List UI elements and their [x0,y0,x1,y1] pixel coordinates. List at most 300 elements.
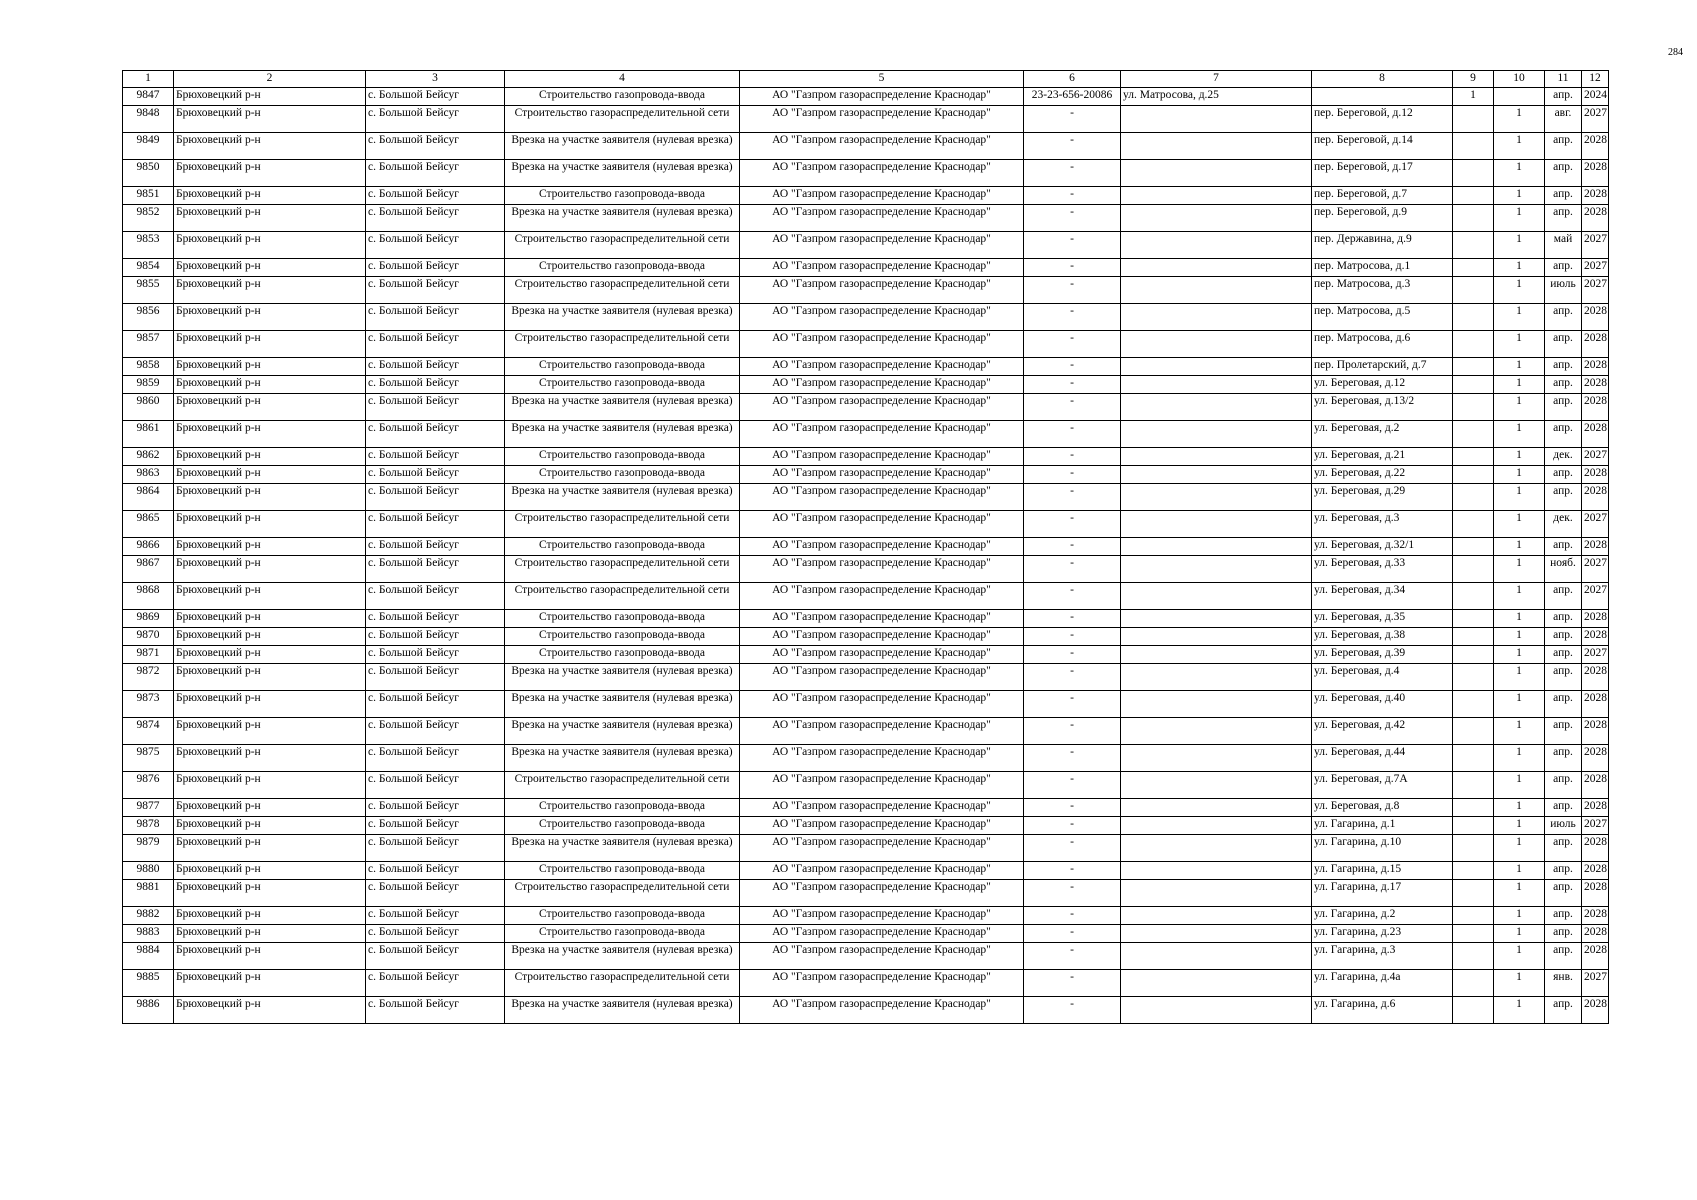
row-number-cell: 9877 [123,799,174,817]
district-cell: Брюховецкий р-н [174,997,366,1024]
count-b-cell: 1 [1494,331,1545,358]
applicant-address-cell: пер. Пролетарский, д.7 [1312,358,1453,376]
work-type-cell: Строительство газораспределительной сети [505,556,740,583]
district-cell: Брюховецкий р-н [174,772,366,799]
settlement-cell: с. Большой Бейсуг [366,448,505,466]
settlement-cell: с. Большой Бейсуг [366,205,505,232]
table-row [123,664,1609,691]
object-address-cell [1121,817,1312,835]
year-cell: 2028 [1582,376,1609,394]
settlement-cell: с. Большой Бейсуг [366,484,505,511]
month-cell: дек. [1545,448,1582,466]
count-b-cell: 1 [1494,106,1545,133]
organization-cell: АО "Газпром газораспределение Краснодар" [740,646,1024,664]
object-address-cell [1121,277,1312,304]
year-cell: 2028 [1582,907,1609,925]
applicant-address-cell: ул. Береговая, д.12 [1312,376,1453,394]
row-number-cell: 9874 [123,718,174,745]
table-row [123,862,1609,880]
row-number-cell: 9865 [123,511,174,538]
month-cell: апр. [1545,538,1582,556]
settlement-cell: с. Большой Бейсуг [366,511,505,538]
count-a-cell [1453,610,1494,628]
row-number-cell: 9859 [123,376,174,394]
month-cell: апр. [1545,484,1582,511]
settlement-cell: с. Большой Бейсуг [366,772,505,799]
work-type-cell: Врезка на участке заявителя (нулевая врезка) [505,205,740,232]
cadastral-number-cell: - [1024,484,1121,511]
month-cell: май [1545,232,1582,259]
settlement-cell: с. Большой Бейсуг [366,376,505,394]
district-cell: Брюховецкий р-н [174,943,366,970]
count-a-cell [1453,232,1494,259]
row-number-cell: 9852 [123,205,174,232]
cadastral-number-cell: - [1024,862,1121,880]
table-row [123,88,1609,106]
month-cell: апр. [1545,745,1582,772]
organization-cell: АО "Газпром газораспределение Краснодар" [740,772,1024,799]
count-a-cell [1453,511,1494,538]
row-number-cell: 9875 [123,745,174,772]
settlement-cell: с. Большой Бейсуг [366,538,505,556]
object-address-cell [1121,718,1312,745]
row-number-cell: 9882 [123,907,174,925]
settlement-cell: с. Большой Бейсуг [366,835,505,862]
object-address-cell [1121,187,1312,205]
work-type-cell: Строительство газораспределительной сети [505,880,740,907]
organization-cell: АО "Газпром газораспределение Краснодар" [740,664,1024,691]
district-cell: Брюховецкий р-н [174,862,366,880]
month-cell: апр. [1545,925,1582,943]
month-cell: июль [1545,817,1582,835]
work-type-cell: Врезка на участке заявителя (нулевая врезка) [505,691,740,718]
district-cell: Брюховецкий р-н [174,799,366,817]
applicant-address-cell: ул. Гагарина, д.2 [1312,907,1453,925]
count-a-cell [1453,880,1494,907]
cadastral-number-cell: - [1024,448,1121,466]
cadastral-number-cell: - [1024,160,1121,187]
object-address-cell [1121,376,1312,394]
organization-cell: АО "Газпром газораспределение Краснодар" [740,358,1024,376]
work-type-cell: Строительство газопровода-ввода [505,925,740,943]
organization-cell: АО "Газпром газораспределение Краснодар" [740,376,1024,394]
table-row [123,997,1609,1024]
applicant-address-cell: ул. Гагарина, д.4а [1312,970,1453,997]
object-address-cell [1121,997,1312,1024]
table-row [123,538,1609,556]
table-row [123,718,1609,745]
count-a-cell [1453,907,1494,925]
cadastral-number-cell: - [1024,943,1121,970]
work-type-cell: Строительство газопровода-ввода [505,259,740,277]
count-b-cell: 1 [1494,448,1545,466]
count-a-cell [1453,106,1494,133]
applicant-address-cell: ул. Гагарина, д.1 [1312,817,1453,835]
count-a-cell [1453,358,1494,376]
row-number-cell: 9878 [123,817,174,835]
count-b-cell: 1 [1494,232,1545,259]
year-cell: 2027 [1582,583,1609,610]
count-a-cell [1453,583,1494,610]
table-row [123,835,1609,862]
table-row [123,646,1609,664]
object-address-cell [1121,484,1312,511]
organization-cell: АО "Газпром газораспределение Краснодар" [740,817,1024,835]
column-number-row [123,71,1609,88]
count-b-cell: 1 [1494,376,1545,394]
count-b-cell: 1 [1494,466,1545,484]
month-cell: апр. [1545,187,1582,205]
column-header: 6 [1024,71,1121,88]
row-number-cell: 9876 [123,772,174,799]
count-b-cell: 1 [1494,745,1545,772]
year-cell: 2028 [1582,466,1609,484]
district-cell: Брюховецкий р-н [174,511,366,538]
applicant-address-cell: пер. Матросова, д.3 [1312,277,1453,304]
count-b-cell: 1 [1494,259,1545,277]
district-cell: Брюховецкий р-н [174,259,366,277]
cadastral-number-cell: - [1024,259,1121,277]
work-type-cell: Строительство газораспределительной сети [505,277,740,304]
cadastral-number-cell: - [1024,835,1121,862]
count-a-cell [1453,997,1494,1024]
cadastral-number-cell: - [1024,997,1121,1024]
count-b-cell: 1 [1494,421,1545,448]
organization-cell: АО "Газпром газораспределение Краснодар" [740,538,1024,556]
organization-cell: АО "Газпром газораспределение Краснодар" [740,718,1024,745]
work-type-cell: Строительство газопровода-ввода [505,799,740,817]
count-b-cell: 1 [1494,133,1545,160]
district-cell: Брюховецкий р-н [174,304,366,331]
object-address-cell [1121,772,1312,799]
settlement-cell: с. Большой Бейсуг [366,628,505,646]
year-cell: 2028 [1582,835,1609,862]
district-cell: Брюховецкий р-н [174,421,366,448]
year-cell: 2024 [1582,88,1609,106]
count-b-cell: 1 [1494,997,1545,1024]
work-type-cell: Строительство газопровода-ввода [505,628,740,646]
settlement-cell: с. Большой Бейсуг [366,133,505,160]
register-table [122,70,1609,1024]
applicant-address-cell: пер. Матросова, д.5 [1312,304,1453,331]
cadastral-number-cell: - [1024,421,1121,448]
count-a-cell [1453,745,1494,772]
row-number-cell: 9872 [123,664,174,691]
district-cell: Брюховецкий р-н [174,628,366,646]
applicant-address-cell: ул. Береговая, д.38 [1312,628,1453,646]
count-b-cell: 1 [1494,880,1545,907]
object-address-cell [1121,907,1312,925]
object-address-cell [1121,745,1312,772]
count-b-cell: 1 [1494,664,1545,691]
settlement-cell: с. Большой Бейсуг [366,880,505,907]
row-number-cell: 9880 [123,862,174,880]
count-b-cell: 1 [1494,628,1545,646]
organization-cell: АО "Газпром газораспределение Краснодар" [740,259,1024,277]
applicant-address-cell [1312,88,1453,106]
count-b-cell: 1 [1494,799,1545,817]
count-a-cell [1453,277,1494,304]
row-number-cell: 9853 [123,232,174,259]
settlement-cell: с. Большой Бейсуг [366,187,505,205]
district-cell: Брюховецкий р-н [174,817,366,835]
settlement-cell: с. Большой Бейсуг [366,556,505,583]
district-cell: Брюховецкий р-н [174,484,366,511]
table-row [123,907,1609,925]
settlement-cell: с. Большой Бейсуг [366,718,505,745]
month-cell: дек. [1545,511,1582,538]
work-type-cell: Врезка на участке заявителя (нулевая врезка) [505,484,740,511]
table-row [123,772,1609,799]
month-cell: нояб. [1545,556,1582,583]
month-cell: апр. [1545,628,1582,646]
table-row [123,691,1609,718]
column-header: 3 [366,71,505,88]
organization-cell: АО "Газпром газораспределение Краснодар" [740,232,1024,259]
count-a-cell [1453,664,1494,691]
cadastral-number-cell: - [1024,304,1121,331]
count-a-cell [1453,466,1494,484]
applicant-address-cell: пер. Матросова, д.1 [1312,259,1453,277]
month-cell: апр. [1545,862,1582,880]
table-row [123,160,1609,187]
row-number-cell: 9861 [123,421,174,448]
count-a-cell [1453,628,1494,646]
district-cell: Брюховецкий р-н [174,277,366,304]
count-a-cell [1453,646,1494,664]
row-number-cell: 9885 [123,970,174,997]
table-row [123,448,1609,466]
organization-cell: АО "Газпром газораспределение Краснодар" [740,907,1024,925]
month-cell: апр. [1545,583,1582,610]
object-address-cell [1121,133,1312,160]
row-number-cell: 9881 [123,880,174,907]
settlement-cell: с. Большой Бейсуг [366,277,505,304]
settlement-cell: с. Большой Бейсуг [366,304,505,331]
count-a-cell [1453,772,1494,799]
applicant-address-cell: пер. Державина, д.9 [1312,232,1453,259]
count-b-cell: 1 [1494,943,1545,970]
table-row [123,583,1609,610]
column-header: 2 [174,71,366,88]
settlement-cell: с. Большой Бейсуг [366,691,505,718]
work-type-cell: Строительство газораспределительной сети [505,331,740,358]
work-type-cell: Строительство газораспределительной сети [505,583,740,610]
district-cell: Брюховецкий р-н [174,925,366,943]
cadastral-number-cell: - [1024,511,1121,538]
table-row [123,484,1609,511]
month-cell: апр. [1545,610,1582,628]
applicant-address-cell: пер. Матросова, д.6 [1312,331,1453,358]
district-cell: Брюховецкий р-н [174,691,366,718]
month-cell: апр. [1545,394,1582,421]
work-type-cell: Врезка на участке заявителя (нулевая врезка) [505,421,740,448]
month-cell: апр. [1545,664,1582,691]
settlement-cell: с. Большой Бейсуг [366,745,505,772]
settlement-cell: с. Большой Бейсуг [366,88,505,106]
work-type-cell: Строительство газопровода-ввода [505,538,740,556]
work-type-cell: Строительство газораспределительной сети [505,970,740,997]
count-a-cell [1453,817,1494,835]
object-address-cell [1121,970,1312,997]
work-type-cell: Строительство газопровода-ввода [505,466,740,484]
applicant-address-cell: ул. Береговая, д.35 [1312,610,1453,628]
district-cell: Брюховецкий р-н [174,187,366,205]
work-type-cell: Врезка на участке заявителя (нулевая врезка) [505,835,740,862]
cadastral-number-cell: - [1024,538,1121,556]
object-address-cell [1121,232,1312,259]
row-number-cell: 9854 [123,259,174,277]
year-cell: 2028 [1582,160,1609,187]
district-cell: Брюховецкий р-н [174,880,366,907]
count-a-cell [1453,538,1494,556]
applicant-address-cell: ул. Береговая, д.33 [1312,556,1453,583]
page-number: 284 [1668,47,1683,58]
applicant-address-cell: ул. Береговая, д.8 [1312,799,1453,817]
table-row [123,376,1609,394]
organization-cell: АО "Газпром газораспределение Краснодар" [740,277,1024,304]
work-type-cell: Строительство газопровода-ввода [505,358,740,376]
applicant-address-cell: ул. Береговая, д.2 [1312,421,1453,448]
applicant-address-cell: ул. Береговая, д.4 [1312,664,1453,691]
applicant-address-cell: ул. Береговая, д.3 [1312,511,1453,538]
count-a-cell [1453,718,1494,745]
month-cell: апр. [1545,205,1582,232]
organization-cell: АО "Газпром газораспределение Краснодар" [740,997,1024,1024]
table-row [123,331,1609,358]
table-row [123,817,1609,835]
count-a-cell [1453,862,1494,880]
object-address-cell [1121,610,1312,628]
year-cell: 2028 [1582,772,1609,799]
month-cell: апр. [1545,133,1582,160]
column-header: 4 [505,71,740,88]
district-cell: Брюховецкий р-н [174,556,366,583]
table-row [123,259,1609,277]
work-type-cell: Строительство газопровода-ввода [505,646,740,664]
organization-cell: АО "Газпром газораспределение Краснодар" [740,448,1024,466]
count-b-cell: 1 [1494,691,1545,718]
settlement-cell: с. Большой Бейсуг [366,817,505,835]
object-address-cell [1121,646,1312,664]
table-body [123,88,1609,1024]
organization-cell: АО "Газпром газораспределение Краснодар" [740,943,1024,970]
column-header: 5 [740,71,1024,88]
row-number-cell: 9866 [123,538,174,556]
year-cell: 2028 [1582,925,1609,943]
district-cell: Брюховецкий р-н [174,970,366,997]
count-b-cell: 1 [1494,817,1545,835]
object-address-cell [1121,106,1312,133]
settlement-cell: с. Большой Бейсуг [366,970,505,997]
district-cell: Брюховецкий р-н [174,160,366,187]
row-number-cell: 9855 [123,277,174,304]
cadastral-number-cell: - [1024,772,1121,799]
cadastral-number-cell: - [1024,664,1121,691]
count-b-cell: 1 [1494,304,1545,331]
month-cell: апр. [1545,943,1582,970]
settlement-cell: с. Большой Бейсуг [366,583,505,610]
row-number-cell: 9860 [123,394,174,421]
count-a-cell [1453,187,1494,205]
year-cell: 2028 [1582,205,1609,232]
count-b-cell: 1 [1494,772,1545,799]
settlement-cell: с. Большой Бейсуг [366,160,505,187]
year-cell: 2028 [1582,799,1609,817]
month-cell: апр. [1545,421,1582,448]
work-type-cell: Строительство газопровода-ввода [505,448,740,466]
year-cell: 2028 [1582,628,1609,646]
row-number-cell: 9871 [123,646,174,664]
applicant-address-cell: пер. Береговой, д.14 [1312,133,1453,160]
table-row [123,187,1609,205]
district-cell: Брюховецкий р-н [174,610,366,628]
district-cell: Брюховецкий р-н [174,718,366,745]
month-cell: апр. [1545,88,1582,106]
table-row [123,628,1609,646]
table-row [123,106,1609,133]
count-a-cell: 1 [1453,88,1494,106]
cadastral-number-cell: - [1024,691,1121,718]
row-number-cell: 9858 [123,358,174,376]
count-b-cell: 1 [1494,484,1545,511]
count-a-cell [1453,556,1494,583]
table-row [123,925,1609,943]
cadastral-number-cell: - [1024,205,1121,232]
cadastral-number-cell: - [1024,394,1121,421]
district-cell: Брюховецкий р-н [174,835,366,862]
count-a-cell [1453,970,1494,997]
object-address-cell [1121,304,1312,331]
count-a-cell [1453,133,1494,160]
object-address-cell [1121,799,1312,817]
year-cell: 2027 [1582,511,1609,538]
object-address-cell [1121,862,1312,880]
organization-cell: АО "Газпром газораспределение Краснодар" [740,691,1024,718]
row-number-cell: 9847 [123,88,174,106]
organization-cell: АО "Газпром газораспределение Краснодар" [740,133,1024,160]
organization-cell: АО "Газпром газораспределение Краснодар" [740,799,1024,817]
district-cell: Брюховецкий р-н [174,133,366,160]
month-cell: апр. [1545,772,1582,799]
district-cell: Брюховецкий р-н [174,106,366,133]
row-number-cell: 9867 [123,556,174,583]
organization-cell: АО "Газпром газораспределение Краснодар" [740,484,1024,511]
settlement-cell: с. Большой Бейсуг [366,997,505,1024]
settlement-cell: с. Большой Бейсуг [366,421,505,448]
object-address-cell [1121,538,1312,556]
district-cell: Брюховецкий р-н [174,358,366,376]
work-type-cell: Врезка на участке заявителя (нулевая врезка) [505,745,740,772]
table-row [123,205,1609,232]
applicant-address-cell: ул. Береговая, д.7А [1312,772,1453,799]
year-cell: 2028 [1582,133,1609,160]
settlement-cell: с. Большой Бейсуг [366,331,505,358]
object-address-cell [1121,835,1312,862]
count-a-cell [1453,376,1494,394]
district-cell: Брюховецкий р-н [174,394,366,421]
count-a-cell [1453,835,1494,862]
row-number-cell: 9851 [123,187,174,205]
month-cell: апр. [1545,997,1582,1024]
organization-cell: АО "Газпром газораспределение Краснодар" [740,394,1024,421]
cadastral-number-cell: - [1024,232,1121,259]
year-cell: 2027 [1582,232,1609,259]
cadastral-number-cell: - [1024,745,1121,772]
work-type-cell: Строительство газопровода-ввода [505,187,740,205]
cadastral-number-cell: - [1024,628,1121,646]
count-b-cell: 1 [1494,277,1545,304]
